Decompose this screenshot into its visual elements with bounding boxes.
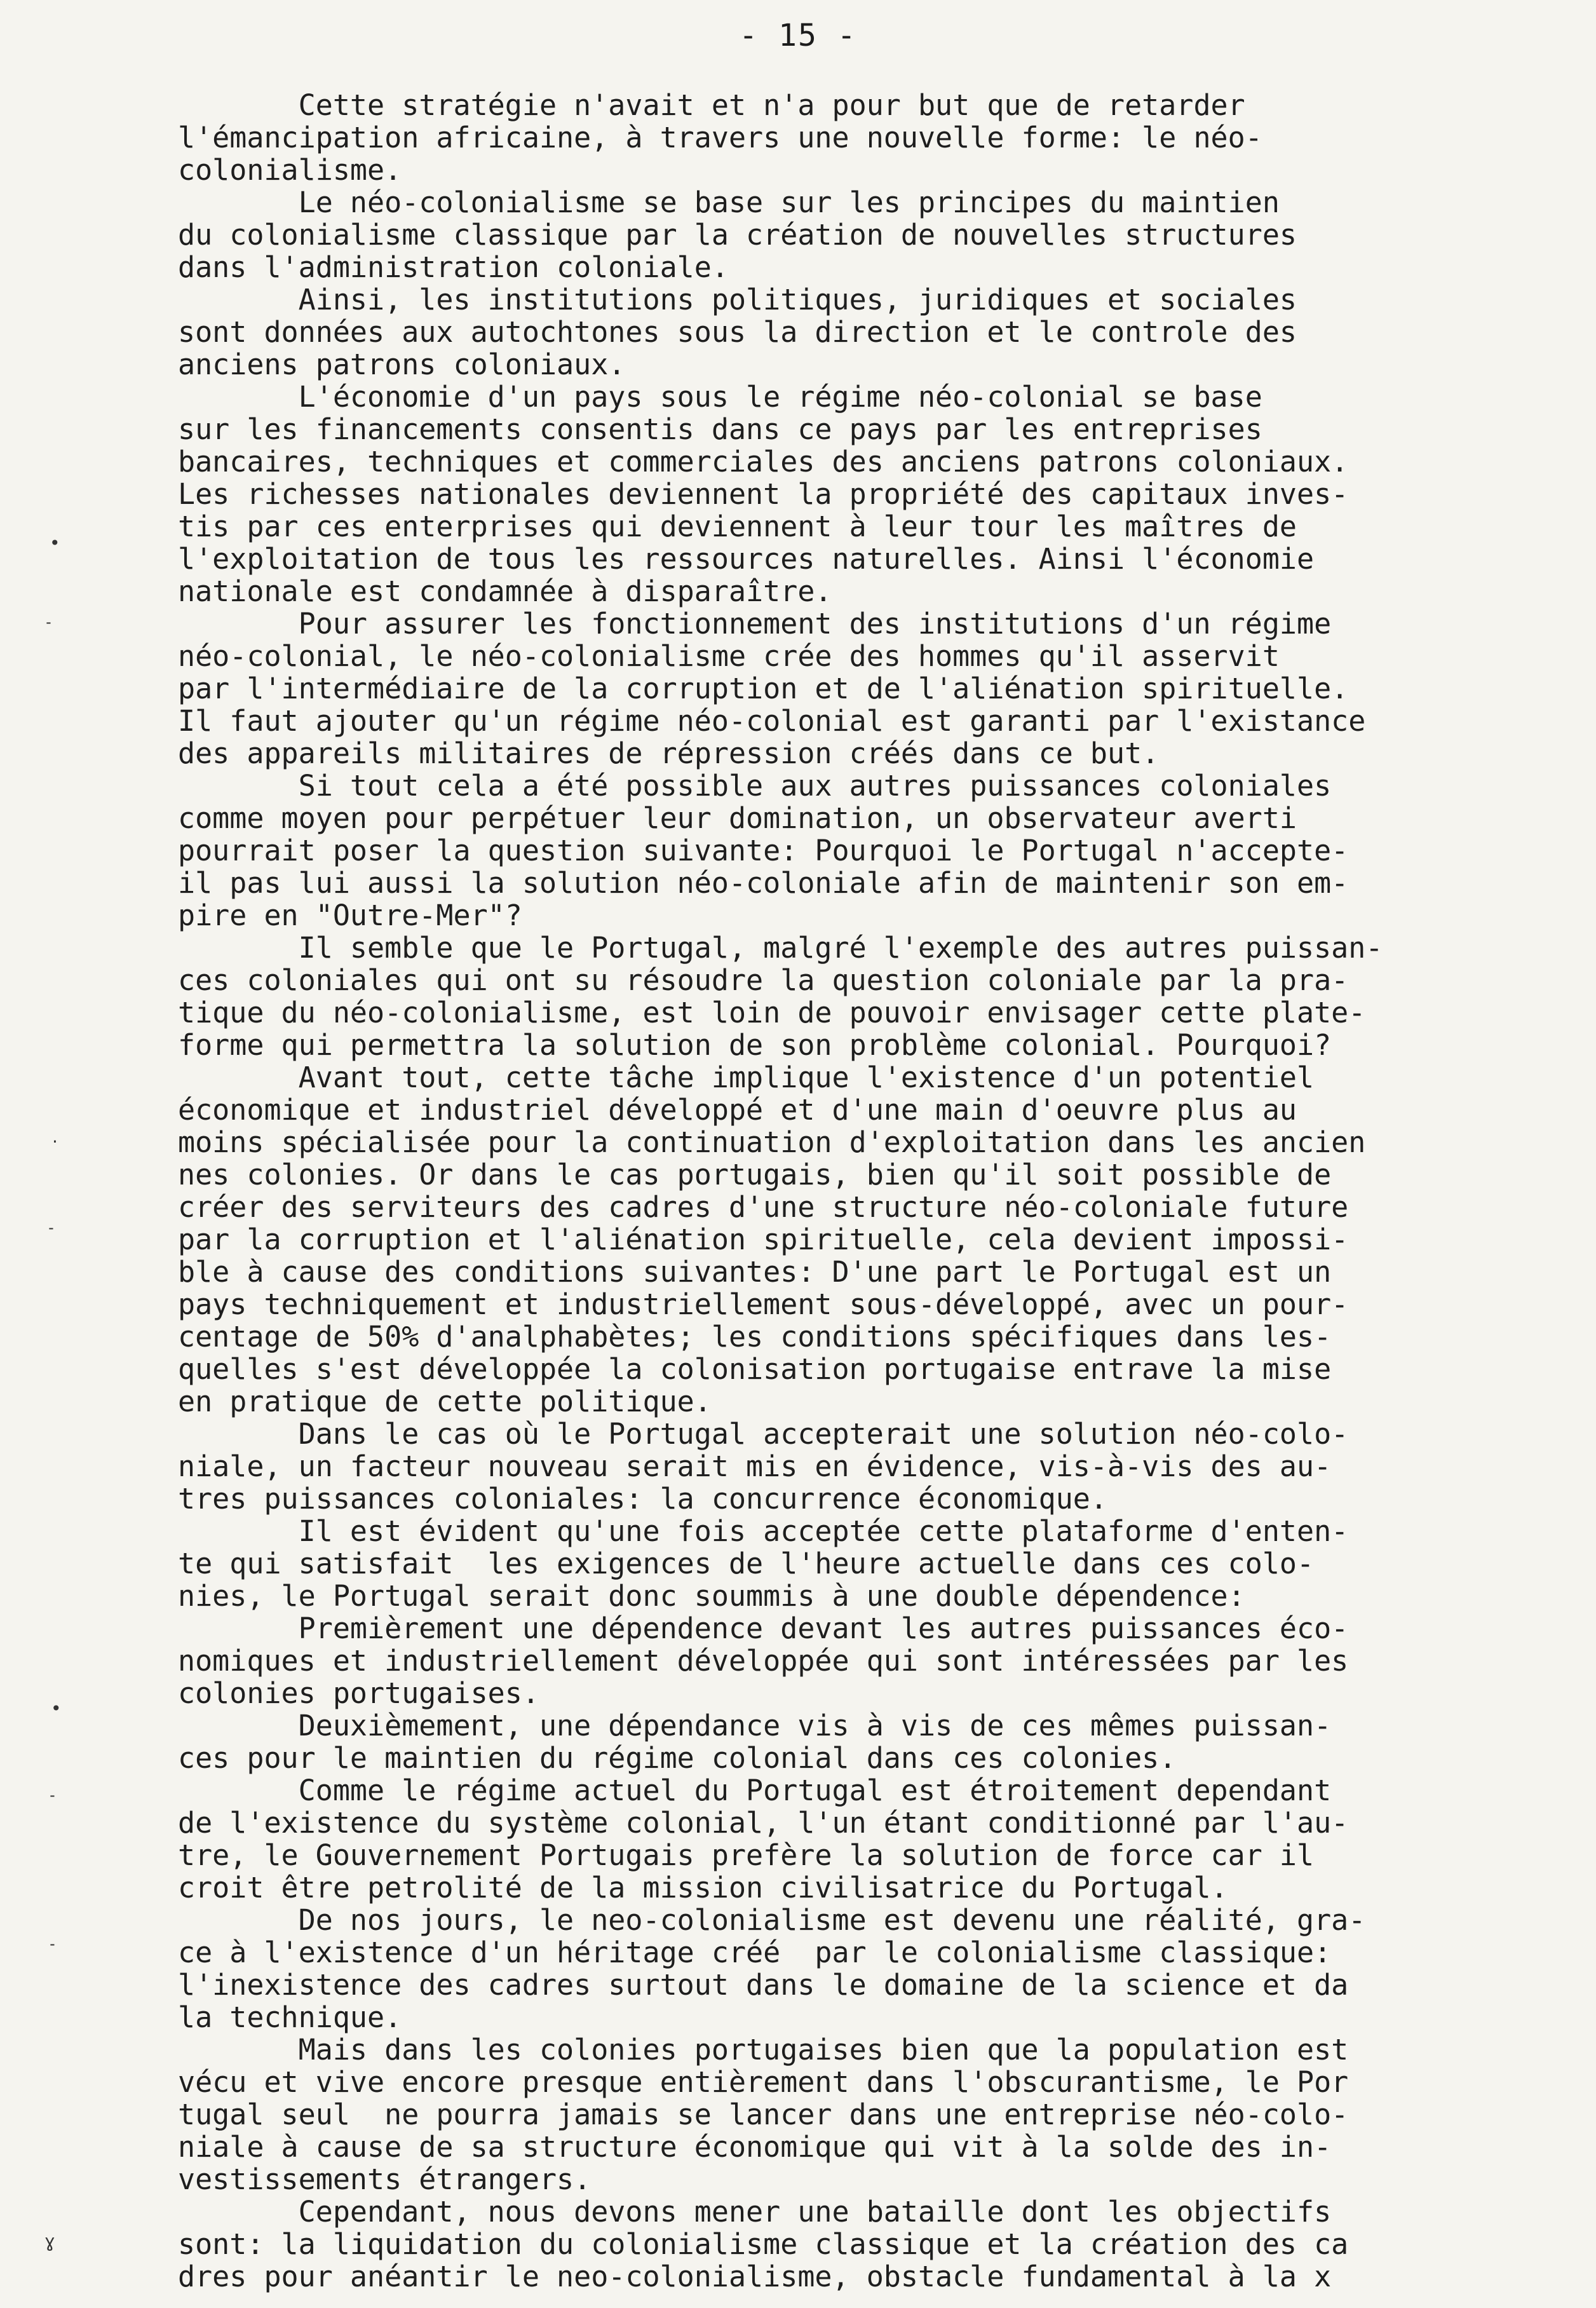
text-line: sont: la liquidation du colonialisme classique et la création des ca [178,2227,1349,2261]
text-line: bancaires, techniques et commerciales des anciens patrons coloniaux. [178,445,1349,479]
text-line: Si tout cela a été possible aux autres puissances coloniales [178,769,1332,803]
text-line: croit être petrolité de la mission civilisatrice du Portugal. [178,1871,1228,1904]
text-line: sur les financements consentis dans ce pays par les entreprises [178,412,1262,446]
text-line: Le néo-colonialisme se base sur les principes du maintien [178,186,1280,219]
margin-dash-mark: ˗ [50,1784,55,1805]
margin-dash-mark: ˗ [46,611,51,632]
text-line: tres puissances coloniales: la concurrence économique. [178,1482,1107,1516]
margin-dash-mark: ˗ [50,1933,55,1954]
text-line: Avant tout, cette tâche implique l'existence d'un potentiel [178,1061,1315,1094]
text-line: du colonialisme classique par la création de nouvelles structures [178,218,1297,252]
text-line: nomiques et industriellement développée qui sont intéressées par les [178,1644,1349,1678]
text-line: quelles s'est développée la colonisation portugaise entrave la mise [178,1352,1332,1386]
text-line: L'économie d'un pays sous le régime néo-colonial se base [178,380,1262,414]
text-line: tis par ces enterprises qui deviennent à leur tour les maîtres de [178,510,1297,543]
text-line: l'inexistence des cadres surtout dans le domaine de la science et da [178,1968,1349,2002]
text-line: Il est évident qu'une fois acceptée cette plataforme d'enten- [178,1514,1349,1548]
text-line: colonies portugaises. [178,1676,539,1710]
text-line: comme moyen pour perpétuer leur domination, un observateur averti [178,801,1297,835]
margin-dash-mark: ˗ [48,1217,54,1238]
text-line: Cependant, nous devons mener une bataille dont les objectifs [178,2195,1332,2229]
text-line: des appareils militaires de répression créés dans ce but. [178,737,1160,770]
text-line: Mais dans les colonies portugaises bien que la population est [178,2033,1349,2067]
text-line: De nos jours, le neo-colonialisme est devenu une réalité, gra- [178,1903,1366,1937]
text-line: Il semble que le Portugal, malgré l'exemple des autres puissan- [178,931,1383,965]
margin-dot-mark: • [50,533,60,553]
text-line: forme qui permettra la solution de son problème colonial. Pourquoi? [178,1028,1332,1062]
text-line: moins spécialisée pour la continuation d'exploitation dans les ancien [178,1125,1366,1159]
text-line: pays techniquement et industriellement sous-développé, avec un pour- [178,1287,1349,1321]
body-text [178,89,1557,2293]
text-line: nies, le Portugal serait donc soummis à une double dépendence: [178,1579,1245,1613]
text-line: la technique. [178,2000,402,2034]
text-line: niale à cause de sa structure économique qui vit à la solde des in- [178,2130,1332,2164]
text-line: de l'existence du système colonial, l'un étant conditionné par l'au- [178,1806,1349,1840]
text-line: dans l'administration coloniale. [178,250,729,284]
text-line: Cette stratégie n'avait et n'a pour but que de retarder [178,88,1245,122]
text-line: ce à l'existence d'un héritage créé par le colonialisme classique: [178,1936,1332,1969]
text-line: nationale est condamnée à disparaître. [178,574,832,608]
page-number: - 15 - [739,18,857,53]
text-line: Il faut ajouter qu'un régime néo-colonial est garanti par l'existance [178,704,1366,738]
text-line: Comme le régime actuel du Portugal est étroitement dependant [178,1774,1332,1807]
text-line: ces pour le maintien du régime colonial dans ces colonies. [178,1741,1177,1775]
margin-dot-mark: · [52,1131,58,1152]
text-line: Pour assurer les fonctionnement des institutions d'un régime [178,607,1332,641]
text-line: nes colonies. Or dans le cas portugais, bien qu'il soit possible de [178,1158,1332,1191]
text-line: par l'intermédiaire de la corruption et de l'aliénation spirituelle. [178,672,1349,705]
text-line: ces coloniales qui ont su résoudre la question coloniale par la pra- [178,963,1349,997]
text-line: vestissements étrangers. [178,2162,592,2196]
text-line: te qui satisfait les exigences de l'heure actuelle dans ces colo- [178,1547,1315,1580]
text-line: créer des serviteurs des cadres d'une structure néo-coloniale future [178,1190,1349,1224]
text-line: Les richesses nationales deviennent la propriété des capitaux inves- [178,477,1349,511]
text-line: Premièrement une dépendence devant les autres puissances éco- [178,1612,1349,1645]
text-line: tique du néo-colonialisme, est loin de pouvoir envisager cette plate- [178,996,1366,1029]
margin-dot-mark: • [51,1698,62,1719]
text-line: dres pour anéantir le neo-colonialisme, obstacle fundamental à la x [178,2260,1332,2293]
text-line: pire en "Outre-Mer"? [178,899,522,932]
text-line: néo-colonial, le néo-colonialisme crée des hommes qu'il asservit [178,639,1280,673]
text-line: économique et industriel développé et d'une main d'oeuvre plus au [178,1093,1297,1127]
text-line: ble à cause des conditions suivantes: D'une part le Portugal est un [178,1255,1332,1289]
margin-tick-mark: ɣ [44,2230,55,2251]
text-line: niale, un facteur nouveau serait mis en évidence, vis-à-vis des au- [178,1449,1332,1483]
text-line: il pas lui aussi la solution néo-coloniale afin de maintenir son em- [178,866,1349,900]
text-line: sont données aux autochtones sous la direction et le controle des [178,315,1297,349]
text-line: tre, le Gouvernement Portugais prefère la solution de force car il [178,1838,1315,1872]
text-line: pourrait poser la question suivante: Pourquoi le Portugal n'accepte- [178,834,1349,867]
text-line: l'exploitation de tous les ressources naturelles. Ainsi l'économie [178,542,1315,576]
text-line: Dans le cas où le Portugal accepterait une solution néo-colo- [178,1417,1349,1451]
text-line: Deuxièmement, une dépendance vis à vis de ces mêmes puissan- [178,1709,1332,1742]
text-line: colonialisme. [178,153,402,187]
text-line: centage de 50% d'analphabètes; les conditions spécifiques dans les- [178,1320,1332,1354]
text-line: par la corruption et l'aliénation spirituelle, cela devient impossi- [178,1223,1349,1256]
text-line: tugal seul ne pourra jamais se lancer dans une entreprise néo-colo- [178,2098,1349,2131]
text-line: l'émancipation africaine, à travers une nouvelle forme: le néo- [178,121,1262,154]
text-line: vécu et vive encore presque entièrement dans l'obscurantisme, le Por [178,2065,1349,2099]
text-line: Ainsi, les institutions politiques, juridiques et sociales [178,283,1297,316]
text-line: anciens patrons coloniaux. [178,348,626,381]
text-line: en pratique de cette politique. [178,1385,712,1418]
